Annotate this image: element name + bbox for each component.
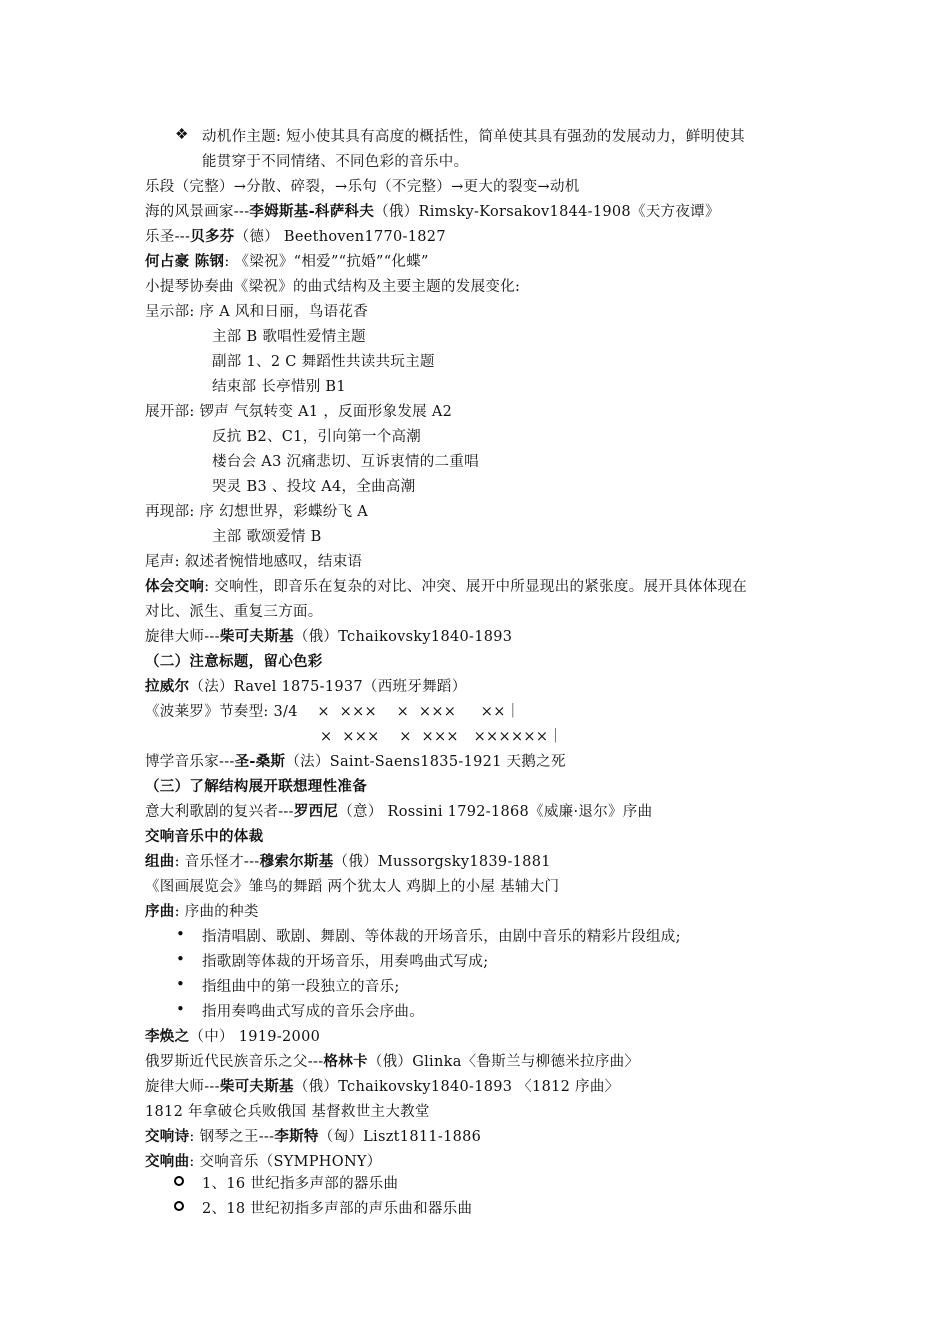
exposition-label: 呈示部: 序 A 风和日丽，鸟语花香 [145,304,369,320]
bullet-dot-icon: • [176,925,185,943]
genres-heading: 交响音乐中的体裁 [145,829,264,845]
overture-line [145,903,259,921]
recap-main: 主部 歌颂爱情 B [212,529,322,545]
tchaikovsky2-info: （俄）Tchaikovsky1840-1893 〈1812 序曲〉 [293,1079,620,1095]
symphony-item: 2、18 世纪初指多声部的声乐曲和器乐曲 [202,1201,473,1217]
symphonic-def: : 交响性，即音乐在复杂的对比、冲突、展开中所显现出的紧张度。展开具体体现在 [204,579,748,595]
rimsky-info: （俄）Rimsky-Korsakov1844-1908《天方夜谭》 [374,204,720,220]
symphony-def: : 交响音乐（SYMPHONY） [189,1154,382,1170]
tchaikovsky-line-2 [145,1078,619,1096]
circle-bullet-icon [174,1176,184,1186]
diamond-bullet-icon: ❖ [175,125,189,143]
overture-item: 指用奏鸣曲式写成的音乐会序曲。 [202,1004,424,1020]
symphony-term: 交响曲 [145,1154,190,1170]
line-1812: 1812 年拿破仑兵败俄国 基督救世主大教堂 [145,1104,430,1120]
saint-saens-line [145,753,566,771]
he-chen-names: 何占豪 陈钢 [145,254,225,270]
section-heading-3: （三）了解结构展开联想理性准备 [145,779,367,795]
coda-line: 尾声: 叙述者惋惜地感叹，结束语 [145,554,363,570]
bolero-rhythm-2: × ××× × ××× ××××××｜ [320,729,564,745]
section-heading-2: （二）注意标题，留心色彩 [145,654,323,670]
symphonic-term: 体会交响 [145,579,205,595]
exposition-main: 主部 B 歌唱性爱情主题 [212,329,366,345]
liangzhu-intro: 小提琴协奏曲《梁祝》的曲式结构及主要主题的发展变化: [145,279,521,295]
beethoven-line [145,228,446,246]
development-mourn: 哭灵 B3 、投坟 A4，全曲高潮 [212,479,416,495]
phrase-line: 乐段（完整）→分散、碎裂，→乐句（不完整）→更大的裂变→动机 [145,179,580,195]
bullet-dot-icon: • [176,1000,185,1018]
tchaikovsky-info: （俄）Tchaikovsky1840-1893 [293,629,513,645]
li-huanzhi-info: （中） 1919-2000 [189,1029,321,1045]
rossini-name: 罗西尼 [293,804,339,820]
he-chen-info: : 《梁祝》“相爱”“抗婚”“化蝶” [224,254,429,270]
tchaikovsky2-name: 柴可夫斯基 [219,1079,294,1095]
symphonic-poem-term: 交响诗 [145,1129,190,1145]
rossini-line [145,803,652,821]
suite-term: 组曲 [145,854,175,870]
suite-line [145,853,551,871]
he-chen-line [145,253,429,271]
mussorgsky-name: 穆索尔斯基 [259,854,334,870]
symphony-line [145,1153,382,1171]
mussorgsky-info: （俄）Mussorgsky1839-1881 [333,854,551,870]
symphonic-line-1 [145,578,747,596]
overture-def: : 序曲的种类 [174,904,259,920]
recap-label: 再现部: 序 幻想世界，彩蝶纷飞 A [145,504,369,520]
rossini-prefix: 意大利歌剧的复兴者--- [145,804,294,820]
rimsky-prefix: 海的风景画家--- [145,204,250,220]
beethoven-prefix: 乐圣--- [145,229,191,245]
beethoven-info: （德） Beethoven1770-1827 [234,229,446,245]
development-tower: 楼台会 A3 沉痛悲切、互诉衷情的二重唱 [212,454,479,470]
glinka-name: 格林卡 [323,1054,368,1070]
ravel-name: 拉威尔 [145,679,190,695]
symphonic-line-2: 对比、派生、重复三方面。 [145,604,323,620]
saint-saens-prefix: 博学音乐家--- [145,754,235,770]
motive-line-2: 能贯穿于不同情绪、不同色彩的音乐中。 [202,154,469,170]
overture-item: 指歌剧等体裁的开场音乐，用奏鸣曲式写成; [202,954,489,970]
circle-bullet-icon [174,1201,184,1211]
beethoven-name: 贝多芬 [190,229,235,245]
overture-term: 序曲 [145,904,175,920]
rossini-info: （意） Rossini 1792-1868《威廉·退尔》序曲 [338,804,653,820]
glinka-info: （俄）Glinka〈鲁斯兰与柳德米拉序曲〉 [367,1054,640,1070]
glinka-line [145,1053,639,1071]
bullet-dot-icon: • [176,975,185,993]
suite-prefix: : 音乐怪才--- [174,854,260,870]
ravel-line [145,678,467,696]
liszt-info: （匈）Liszt1811-1886 [318,1129,482,1145]
saint-saens-name: 圣-桑斯 [234,754,286,770]
bullet-dot-icon: • [176,950,185,968]
liszt-name: 李斯特 [274,1129,319,1145]
pictures-line: 《图画展览会》雏鸟的舞蹈 两个犹太人 鸡脚上的小屋 基辅大门 [145,879,560,895]
tchaikovsky-name: 柴可夫斯基 [219,629,294,645]
symphonic-poem-prefix: : 钢琴之王--- [189,1129,275,1145]
motive-line-1: 动机作主题: 短小使其具有高度的概括性，简单使其具有强劲的发展动力，鲜明使其 [202,129,745,145]
symphonic-poem-line [145,1128,481,1146]
glinka-prefix: 俄罗斯近代民族音乐之父--- [145,1054,324,1070]
rimsky-name: 李姆斯基-科萨科夫 [249,204,375,220]
development-resist: 反抗 B2、C1，引向第一个高潮 [212,429,422,445]
rimsky-line [145,203,720,221]
symphony-item: 1、16 世纪指多声部的器乐曲 [202,1176,399,1192]
overture-item: 指组曲中的第一段独立的音乐; [202,979,400,995]
development-label: 展开部: 锣声 气氛转变 A1 ，反面形象发展 A2 [145,404,453,420]
bolero-rhythm-1: 《波莱罗》节奏型: 3/4 × ××× × ××× ××｜ [145,704,521,720]
tchaikovsky2-prefix: 旋律大师--- [145,1079,220,1095]
tchaikovsky-line-1 [145,628,512,646]
li-huanzhi-line [145,1028,320,1046]
exposition-secondary: 副部 1、2 C 舞蹈性共读共玩主题 [212,354,435,370]
saint-saens-info: （法）Saint-Saens1835-1921 天鹅之死 [285,754,566,770]
ravel-info: （法）Ravel 1875-1937（西班牙舞蹈） [189,679,467,695]
li-huanzhi-name: 李焕之 [145,1029,190,1045]
tchaikovsky-prefix: 旋律大师--- [145,629,220,645]
overture-item: 指清唱剧、歌剧、舞剧、等体裁的开场音乐，由剧中音乐的精彩片段组成; [202,929,681,945]
exposition-closing: 结束部 长亭惜别 B1 [212,379,346,395]
